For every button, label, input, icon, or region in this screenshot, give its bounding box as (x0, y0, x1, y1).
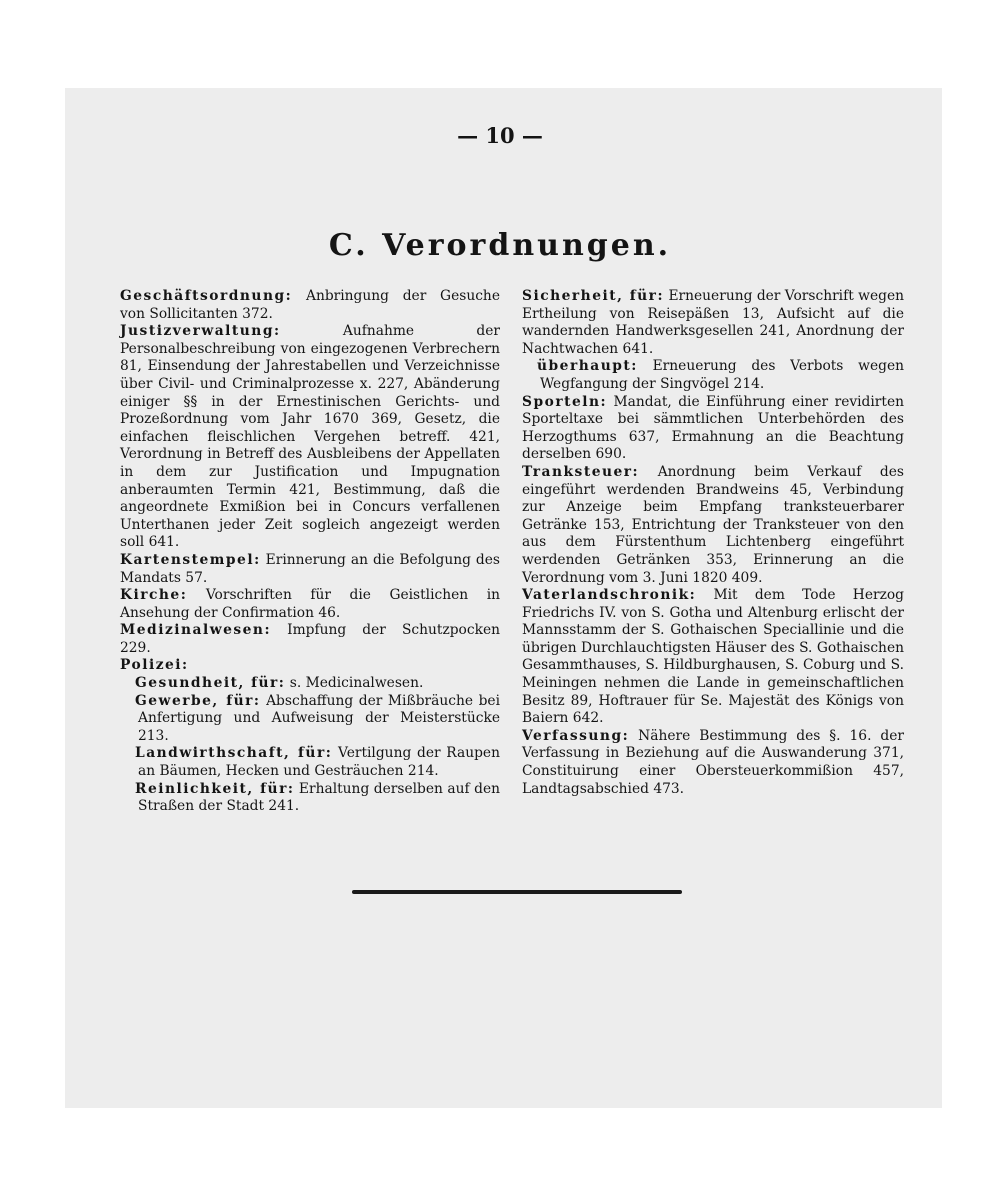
entry-text: Erinnerung an die Befolgung des Mandats 57. (120, 551, 500, 586)
entry-term: Landwirthschaft, für: (135, 745, 333, 762)
index-entry (120, 288, 500, 323)
index-subentry (120, 693, 500, 746)
entry-term: Reinlichkeit, für: (135, 780, 295, 797)
entry-text: Anbringung der Gesuche von Sollicitanten 372. (120, 288, 500, 322)
entry-term: Justizverwaltung: (120, 323, 281, 340)
entry-term: Gesundheit, für: (135, 675, 286, 692)
index-subentry (522, 358, 904, 393)
entry-term: Vaterlandschronik: (522, 587, 697, 604)
index-subentry (120, 781, 500, 816)
entry-text: Erneuerung der Vorschrift wegen Ertheilung von Reisepäßen 13, Aufsicht auf die wandernden Handwerksgesellen 241, Anordnung der Nachtwachen 641. (522, 288, 904, 357)
entry-term: Medizinalwesen: (120, 622, 272, 639)
entry-text: s. Medicinalwesen. (285, 675, 424, 692)
entry-term: Kartenstempel: (120, 551, 261, 568)
index-entry (522, 288, 904, 358)
index-entry (522, 464, 904, 587)
right-column (522, 288, 904, 798)
index-entry (522, 728, 904, 798)
entry-text: Erneuerung des Verbots wegen Wegfangung der Singvögel 214. (540, 358, 904, 392)
entry-text: Abschaffung der Mißbräuche bei Anfertigung und Aufweisung der Meisterstücke 213. (138, 692, 500, 744)
entry-term: überhaupt: (537, 358, 638, 375)
index-entry (120, 323, 500, 552)
entry-term: Verfassung: (522, 727, 630, 744)
index-entry (522, 587, 904, 728)
index-entry (120, 587, 500, 622)
index-entry (120, 552, 500, 587)
entry-term: Sporteln: (522, 393, 608, 410)
entry-text: Impfung der Schutzpocken 229. (120, 622, 500, 656)
entry-text: Erhaltung derselben auf den Straßen der Stadt 241. (138, 780, 500, 815)
index-entry (120, 622, 500, 657)
index-entry (522, 394, 904, 464)
entry-text: Vorschriften für die Geistlichen in Ansehung der Confirmation 46. (120, 587, 500, 621)
entry-text: Aufnahme der Personalbeschreibung von eingezogenen Verbrechern 81, Einsendung der Jahrestabellen und Verzeichnisse über Civil- und Criminalprozesse x. 227, Abänderung einiger §§ in der Ernestinischen Gerichts- und Prozeßordnung vom Jahr 1670 369, Gesetz, die einfachen fleischlichen Vergehen betreff. 421, Verordnung in Betreff des Ausbleibens der Appellaten in dem zur Justification und Impugnation anberaumten Termin 421, Bestimmung, daß die angeordnete Exmißion bei in Concurs verfallenen Unterthanen jeder Zeit sogleich angezeigt werden soll 641. (120, 323, 500, 551)
entry-term: Sicherheit, für: (522, 288, 665, 304)
entry-text: Mit dem Tode Herzog Friedrichs IV. von S. Gotha und Altenburg erlischt der Mannsstamm der S. Gothaischen Speciallinie und die übrigen Durchlauchtigsten Häuser des S. Gothaischen Gesammthauses, S. Hildburghausen, S. Coburg und S. Meiningen nehmen die Lande in gemeinschaftlichen Besitz 89, Hoftrauer für Se. Majestät des Königs von Baiern 642. (522, 587, 904, 727)
index-subentry (120, 745, 500, 780)
index-heading (120, 657, 500, 675)
entry-term: Geschäftsordnung: (120, 288, 293, 304)
entry-term: Polizei: (120, 657, 189, 674)
page-number: — 10 — (457, 123, 543, 148)
entry-text: Mandat, die Einführung einer revidirten Sporteltaxe bei sämmtlichen Unterbehörden des Herzogthums 637, Ermahnung an die Beachtung derselben 690. (522, 393, 904, 463)
entry-term: Gewerbe, für: (135, 692, 261, 709)
entry-term: Kirche: (120, 587, 188, 604)
closing-rule (352, 890, 682, 894)
entry-text: Vertilgung der Raupen an Bäumen, Hecken und Gesträuchen 214. (138, 745, 500, 780)
entry-term: Tranksteuer: (522, 463, 640, 480)
index-subentry (120, 675, 500, 693)
entry-text: Nähere Bestimmung des §. 16. der Verfassung in Beziehung auf die Auswanderung 371, Constituirung einer Obersteuerkommißion 457, Landtagsabschied 473. (522, 727, 904, 797)
section-title: C. Verordnungen. (328, 228, 672, 263)
left-column (120, 288, 500, 816)
entry-text: Anordnung beim Verkauf des eingeführt werdenden Brandweins 45, Verbindung zur Anzeige beim Empfang tranksteuerbarer Getränke 153, Entrichtung der Tranksteuer von den aus dem Fürstenthum Lichtenberg eingeführt werdenden Getränken 353, Erinnerung an die Verordnung vom 3. Juni 1820 409. (522, 463, 904, 586)
